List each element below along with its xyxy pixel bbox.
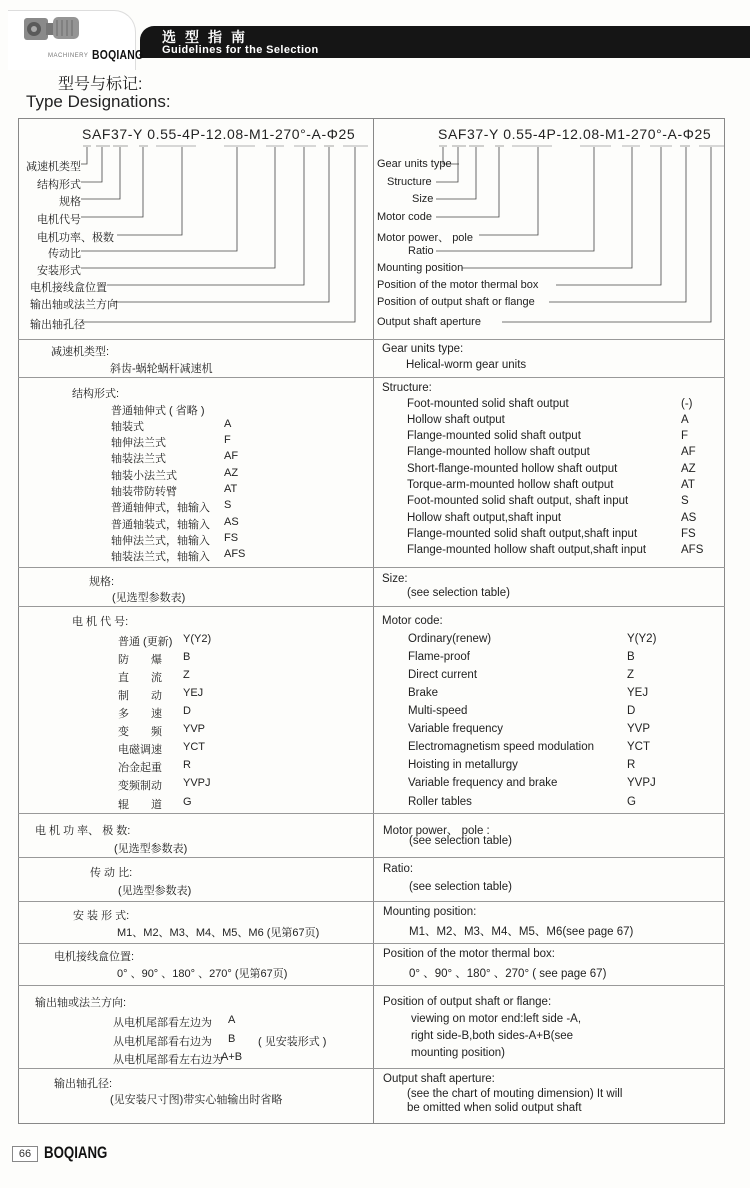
shaft-direction-note-cn: ( 见安装形式 ) bbox=[258, 1036, 327, 1048]
gear-type-body-cn: 斜齿-蜗轮蜗杆减速机 bbox=[110, 363, 213, 375]
motor-code-value-cn: YVP bbox=[183, 723, 206, 735]
motor-code-value-en: B bbox=[627, 651, 635, 663]
structure-item-cn: 轴伸法兰式 bbox=[111, 437, 166, 449]
structure-code-en: AT bbox=[681, 479, 695, 491]
size-heading-en: Size: bbox=[382, 573, 408, 585]
motor-code-value-cn: YCT bbox=[183, 741, 205, 753]
motor-code-value-en: YVPJ bbox=[627, 777, 656, 789]
row-divider bbox=[18, 377, 725, 378]
size-body-cn: (见选型参数表) bbox=[112, 592, 186, 604]
motor-power-body-cn: (见选型参数表) bbox=[114, 843, 188, 855]
thermal-box-heading-cn: 电机接线盒位置: bbox=[54, 951, 135, 963]
structure-code-en: F bbox=[681, 430, 689, 442]
shaft-direction-heading-cn: 输出轴或法兰方向: bbox=[35, 997, 127, 1009]
motor-code-value-cn: YVPJ bbox=[183, 777, 211, 789]
motor-code-heading-cn: 电 机 代 号: bbox=[72, 616, 129, 628]
motor-code-value-cn: D bbox=[183, 705, 191, 717]
structure-code-en: AF bbox=[681, 446, 696, 458]
structure-code-en: FS bbox=[681, 528, 696, 540]
motor-code-item-cn: 普通 (更新) bbox=[118, 636, 173, 648]
structure-code-en: AZ bbox=[681, 463, 696, 475]
page-number: 66 bbox=[12, 1146, 38, 1162]
motor-code-item-en: Brake bbox=[408, 687, 439, 699]
structure-item-en: Hollow shaft output,shaft input bbox=[407, 512, 562, 524]
row-divider bbox=[18, 857, 725, 858]
structure-item-cn: 轴装式 bbox=[111, 421, 144, 433]
structure-item-en: Hollow shaft output bbox=[407, 414, 505, 426]
aperture-heading-cn: 输出轴孔径: bbox=[54, 1078, 113, 1090]
label-gear-type-en: Gear units type bbox=[377, 158, 452, 170]
column-divider bbox=[373, 118, 374, 1124]
motor-code-item-cn: 直 流 bbox=[118, 672, 162, 684]
structure-item-cn: 轴装带防转臂 bbox=[111, 486, 177, 498]
structure-item-en: Short-flange-mounted hollow shaft output bbox=[407, 463, 618, 475]
label-motor-code-en: Motor code bbox=[377, 211, 433, 223]
motor-code-value-cn: YEJ bbox=[183, 687, 204, 699]
label-thermal-box-en: Position of the motor thermal box bbox=[377, 279, 539, 291]
mounting-heading-cn: 安 装 形 式: bbox=[73, 910, 130, 922]
structure-code-cn: AF bbox=[224, 450, 239, 462]
ratio-body-en: (see selection table) bbox=[409, 881, 512, 893]
brand-logo: BOQIANG bbox=[92, 47, 144, 62]
structure-item-cn: 轴装法兰式，轴输入 bbox=[111, 551, 210, 563]
page-title-cn: 型号与标记: bbox=[58, 76, 143, 93]
structure-item-cn: 轴伸法兰式，轴输入 bbox=[111, 535, 210, 547]
row-divider bbox=[18, 943, 725, 944]
structure-code-cn: AFS bbox=[224, 548, 246, 560]
label-motor-power-cn: 电机功率、极数 bbox=[37, 232, 114, 244]
shaft-direction-line-en: viewing on motor end:left side -A, bbox=[411, 1013, 582, 1025]
structure-item-en: Flange-mounted solid shaft output bbox=[407, 430, 581, 442]
label-size-en: Size bbox=[412, 193, 434, 205]
row-divider bbox=[18, 1068, 725, 1069]
motor-code-value-en: Y(Y2) bbox=[627, 633, 657, 645]
motor-code-value-en: G bbox=[627, 796, 636, 808]
structure-item-cn: 普通轴装式，轴输入 bbox=[111, 519, 210, 531]
brand-subtitle: MACHINERY bbox=[48, 53, 89, 59]
motor-code-item-cn: 电磁调速 bbox=[118, 744, 162, 756]
label-shaft-direction-en: Position of output shaft or flange bbox=[377, 296, 535, 308]
label-aperture-cn: 输出轴孔径 bbox=[30, 319, 85, 331]
thermal-box-heading-en: Position of the motor thermal box: bbox=[383, 948, 555, 960]
gear-type-heading-cn: 减速机类型: bbox=[51, 346, 110, 358]
shaft-direction-line-en: right side-B,both sides-A+B(see bbox=[411, 1030, 574, 1042]
section-title-cn: 选型指南 bbox=[162, 29, 254, 45]
ratio-body-cn: (见选型参数表) bbox=[118, 885, 192, 897]
shaft-direction-code-cn: B bbox=[228, 1033, 236, 1045]
gear-unit-image-icon bbox=[22, 14, 82, 44]
row-divider bbox=[18, 567, 725, 568]
structure-item-en: Foot-mounted solid shaft output bbox=[407, 398, 569, 410]
motor-code-item-en: Flame-proof bbox=[408, 651, 470, 663]
row-divider bbox=[18, 985, 725, 986]
aperture-heading-en: Output shaft aperture: bbox=[383, 1073, 495, 1085]
aperture-line-en: (see the chart of mouting dimension) It will bbox=[407, 1088, 623, 1100]
label-ratio-en: Ratio bbox=[408, 245, 434, 257]
motor-code-value-cn: G bbox=[183, 796, 192, 808]
structure-item-cn: 轴装法兰式 bbox=[111, 453, 166, 465]
structure-item-cn: 普通轴伸式，轴输入 bbox=[111, 502, 210, 514]
motor-code-value-en: R bbox=[627, 759, 636, 771]
label-mounting-cn: 安装形式 bbox=[37, 265, 81, 277]
structure-item-en: Flange-mounted hollow shaft output,shaft input bbox=[407, 544, 647, 556]
structure-code-en: (-) bbox=[681, 398, 693, 410]
structure-code-en: S bbox=[681, 495, 689, 507]
shaft-direction-item-cn: 从电机尾部看左右边为 bbox=[113, 1054, 223, 1066]
motor-code-item-en: Ordinary(renew) bbox=[408, 633, 492, 645]
label-aperture-en: Output shaft aperture bbox=[377, 316, 481, 328]
structure-code-cn: AS bbox=[224, 516, 239, 528]
size-heading-cn: 规格: bbox=[89, 576, 115, 588]
label-structure-en: Structure bbox=[387, 176, 432, 188]
motor-code-value-cn: Y(Y2) bbox=[183, 633, 212, 645]
label-thermal-box-cn: 电机接线盒位置 bbox=[30, 282, 107, 294]
motor-code-item-cn: 制 动 bbox=[118, 690, 162, 702]
structure-item-cn: 普通轴伸式 ( 省略 ) bbox=[111, 405, 205, 417]
designation-code-en: SAF37-Y 0.55-4P-12.08-M1-270°-A-Φ25 bbox=[438, 126, 712, 142]
structure-heading-cn: 结构形式: bbox=[72, 388, 120, 400]
motor-power-body-en: (see selection table) bbox=[409, 835, 512, 847]
shaft-direction-code-cn: A+B bbox=[221, 1051, 243, 1063]
ratio-heading-en: Ratio: bbox=[383, 863, 414, 875]
shaft-direction-item-cn: 从电机尾部看左边为 bbox=[113, 1017, 212, 1029]
structure-code-cn: AT bbox=[224, 483, 238, 495]
motor-code-value-cn: R bbox=[183, 759, 191, 771]
motor-code-item-cn: 冶金起重 bbox=[118, 762, 162, 774]
row-divider bbox=[18, 813, 725, 814]
motor-code-value-en: YEJ bbox=[627, 687, 649, 699]
label-motor-code-cn: 电机代号 bbox=[37, 214, 81, 226]
shaft-direction-item-cn: 从电机尾部看右边为 bbox=[113, 1036, 212, 1048]
structure-code-cn: S bbox=[224, 499, 232, 511]
structure-item-en: Torque-arm-mounted hollow shaft output bbox=[407, 479, 614, 491]
size-body-en: (see selection table) bbox=[407, 587, 510, 599]
motor-code-item-en: Direct current bbox=[408, 669, 478, 681]
motor-code-item-en: Variable frequency bbox=[408, 723, 504, 735]
mounting-body-en: M1、M2、M3、M4、M5、M6(see page 67) bbox=[409, 926, 634, 938]
aperture-line-en: be omitted when solid output shaft bbox=[407, 1102, 582, 1114]
motor-code-value-cn: Z bbox=[183, 669, 190, 681]
mounting-heading-en: Mounting position: bbox=[383, 906, 477, 918]
thermal-box-body-en: 0° 、90° 、180° 、270° ( see page 67) bbox=[409, 968, 607, 980]
motor-code-value-en: YVP bbox=[627, 723, 651, 735]
shaft-direction-heading-en: Position of output shaft or flange: bbox=[383, 996, 552, 1008]
section-title-en: Guidelines for the Selection bbox=[162, 44, 319, 56]
label-gear-type-cn: 减速机类型 bbox=[26, 161, 81, 173]
motor-power-heading-cn: 电 机 功 率、 极 数: bbox=[35, 825, 131, 837]
motor-code-value-cn: B bbox=[183, 651, 191, 663]
structure-code-cn: FS bbox=[224, 532, 239, 544]
thermal-box-body-cn: 0° 、90° 、180° 、270° (见第67页) bbox=[117, 968, 288, 980]
motor-code-value-en: Z bbox=[627, 669, 635, 681]
structure-item-en: Foot-mounted solid shaft output, shaft input bbox=[407, 495, 629, 507]
page-title-en: Type Designations: bbox=[26, 92, 171, 111]
row-divider bbox=[18, 339, 725, 340]
motor-power-heading-en: Motor power、 pole : bbox=[383, 825, 490, 837]
motor-code-item-cn: 变 频 bbox=[118, 726, 162, 738]
motor-code-item-cn: 辊 道 bbox=[118, 799, 162, 811]
mounting-body-cn: M1、M2、M3、M4、M5、M6 (见第67页) bbox=[117, 927, 320, 939]
motor-code-item-cn: 多 速 bbox=[118, 708, 162, 720]
motor-code-item-en: Roller tables bbox=[408, 796, 472, 808]
designation-code-cn: SAF37-Y 0.55-4P-12.08-M1-270°-A-Φ25 bbox=[82, 126, 356, 142]
structure-code-cn: F bbox=[224, 434, 231, 446]
label-size-cn: 规格 bbox=[59, 196, 81, 208]
structure-code-en: AS bbox=[681, 512, 697, 524]
motor-code-value-en: YCT bbox=[627, 741, 650, 753]
row-divider bbox=[18, 901, 725, 902]
structure-item-en: Flange-mounted hollow shaft output bbox=[407, 446, 590, 458]
gear-type-heading-en: Gear units type: bbox=[382, 343, 464, 355]
structure-item-cn: 轴装小法兰式 bbox=[111, 470, 177, 482]
structure-code-cn: A bbox=[224, 418, 232, 430]
aperture-body-cn: (见安装尺寸图)带实心轴输出时省略 bbox=[110, 1094, 283, 1106]
structure-code-cn: AZ bbox=[224, 467, 239, 479]
structure-item-en: Flange-mounted solid shaft output,shaft input bbox=[407, 528, 638, 540]
label-mounting-en: Mounting position bbox=[377, 262, 464, 274]
label-structure-cn: 结构形式 bbox=[37, 179, 81, 191]
shaft-direction-code-cn: A bbox=[228, 1014, 236, 1026]
motor-code-item-cn: 防 爆 bbox=[118, 654, 162, 666]
structure-code-en: AFS bbox=[681, 544, 704, 556]
motor-code-item-en: Multi-speed bbox=[408, 705, 468, 717]
motor-code-item-en: Hoisting in metallurgy bbox=[408, 759, 518, 771]
row-divider bbox=[18, 606, 725, 607]
motor-code-item-cn: 变频制动 bbox=[118, 780, 162, 792]
shaft-direction-line-en: mounting position) bbox=[411, 1047, 505, 1059]
motor-code-value-en: D bbox=[627, 705, 636, 717]
structure-code-en: A bbox=[681, 414, 689, 426]
motor-code-item-en: Electromagnetism speed modulation bbox=[408, 741, 595, 753]
label-shaft-direction-cn: 输出轴或法兰方向 bbox=[30, 299, 118, 311]
ratio-heading-cn: 传 动 比: bbox=[90, 867, 133, 879]
structure-heading-en: Structure: bbox=[382, 382, 432, 394]
motor-code-heading-en: Motor code: bbox=[382, 615, 443, 627]
label-ratio-cn: 传动比 bbox=[48, 248, 81, 260]
gear-type-body-en: Helical-worm gear units bbox=[406, 359, 527, 371]
footer-brand: BOQIANG bbox=[44, 1143, 108, 1162]
label-motor-power-en: Motor power、 pole bbox=[377, 232, 473, 244]
motor-code-item-en: Variable frequency and brake bbox=[408, 777, 558, 789]
